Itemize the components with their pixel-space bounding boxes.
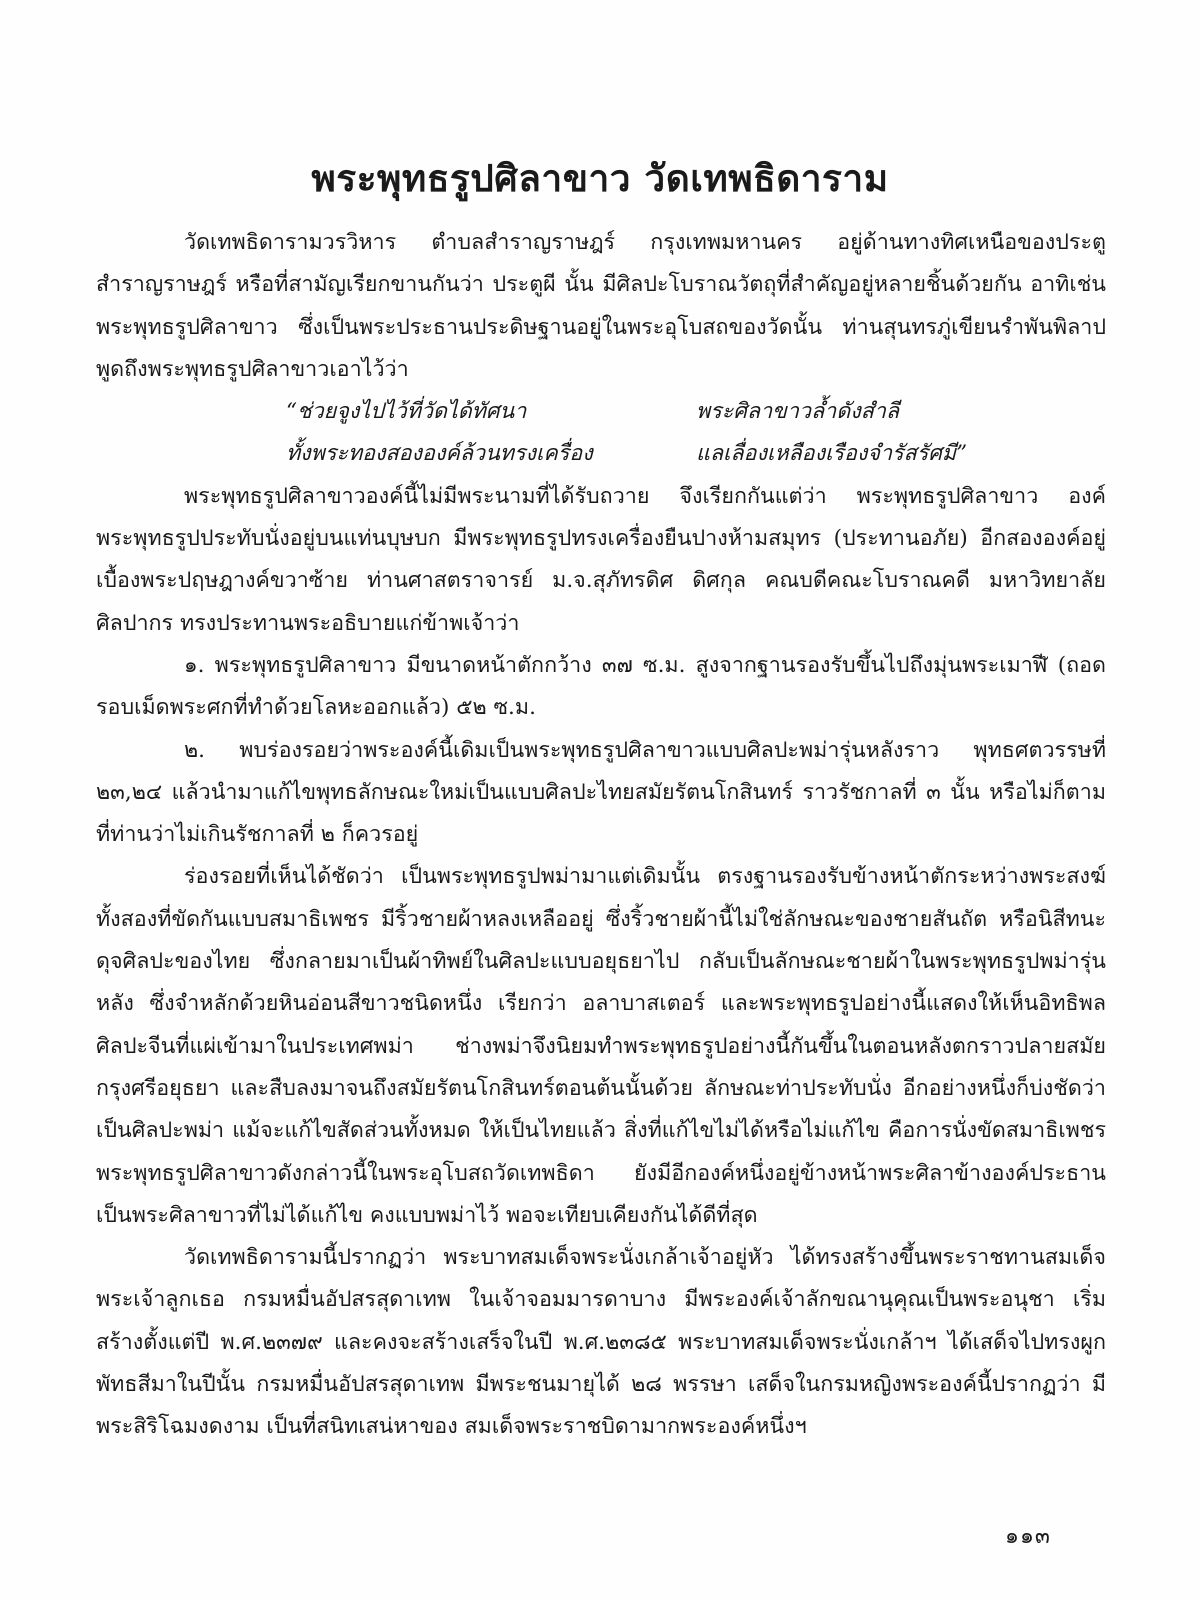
document-body xyxy=(96,222,1106,1449)
paragraph-3: ๑. พระพุทธรูปศิลาขาว มีขนาดหน้าตักกว้าง ๓๗ ซ.ม. สูงจากฐานรองรับขึ้นไปถึงมุ่นพระเมาฬี (ถอดรอบเม็ดพระศกที่ทำด้วยโลหะออกแล้ว) ๕๒ ซ.ม. xyxy=(96,652,1106,721)
paragraph-2: พระพุทธรูปศิลาขาวองค์นี้ไม่มีพระนามที่ได้รับถวาย จึงเรียกกันแต่ว่า พระพุทธรูปศิลาขาว องค์พระพุทธรูปประทับนั่งอยู่บนแท่นบุษบก มีพระพุทธรูปทรงเครื่องยืนปางห้ามสมุทร (ประทานอภัย) อีกสององค์อยู่เบื้องพระปฤษฎางค์ขวาซ้าย ท่านศาสตราจารย์ ม.จ.สุภัทรดิศ ดิศกุล คณบดีคณะโบราณคดี มหาวิทยาลัยศิลปากร ทรงประทานพระอธิบายแก่ข้าพเจ้าว่า xyxy=(96,483,1106,636)
paragraph-6: วัดเทพธิดารามนี้ปรากฏว่า พระบาทสมเด็จพระนั่งเกล้าเจ้าอยู่หัว ได้ทรงสร้างขึ้นพระราชทานสมเด็จพระเจ้าลูกเธอ กรมหมื่นอัปสรสุดาเทพ ในเจ้าจอมมารดาบาง มีพระองค์เจ้าลักขณานุคุณเป็นพระอนุชา เริ่มสร้างตั้งแต่ปี พ.ศ.๒๓๗๙ และคงจะสร้างเสร็จในปี พ.ศ.๒๓๘๕ พระบาทสมเด็จพระนั่งเกล้าฯ ได้เสด็จไปทรงผูกพัทธสีมาในปีนั้น กรมหมื่นอัปสรสุดาเทพ มีพระชนมายุได้ ๒๘ พรรษา เสด็จในกรมหญิงพระองค์นี้ปรากฏว่า มีพระสิริโฉมงดงาม เป็นที่สนิทเสน่หาของ สมเด็จพระราชบิดามากพระองค์หนึ่งฯ xyxy=(96,1245,1106,1440)
paragraph-1: วัดเทพธิดารามวรวิหาร ตำบลสำราญราษฎร์ กรุงเทพมหานคร อยู่ด้านทางทิศเหนือของประตูสำราญราษฎร์ หรือที่สามัญเรียกขานกันว่า ประตูผี นั้น มีศิลปะโบราณวัตถุที่สำคัญอยู่หลายชิ้นด้วยกัน อาทิเช่น พระพุทธรูปศิลาขาว ซึ่งเป็นพระประธานประดิษฐานอยู่ในพระอุโบสถของวัดนั้น ท่านสุนทรภู่เขียนรำพันพิลาปพูดถึงพระพุทธรูปศิลาขาวเอาไว้ว่า xyxy=(96,230,1106,382)
paragraph-4: ๒. พบร่องรอยว่าพระองค์นี้เดิมเป็นพระพุทธรูปศิลาขาวแบบศิลปะพม่ารุ่นหลังราว พุทธศตวรรษที่ ๒๓,๒๔ แล้วนำมาแก้ไขพุทธลักษณะใหม่เป็นแบบศิลปะไทยสมัยรัตนโกสินทร์ ราวรัชกาลที่ ๓ นั้น หรือไม่ก็ตาม ที่ท่านว่าไม่เกินรัชกาลที่ ๒ ก็ควรอยู่ xyxy=(96,737,1106,848)
verse-line-1 xyxy=(96,391,1106,433)
verse-line-1-first-half: “ช่วยจูงไปไว้ที่วัดได้ทัศนา xyxy=(286,399,527,425)
verse-line-1-second-half: พระศิลาขาวล้ำดังสำลี xyxy=(696,399,900,425)
verse-line-2-first-half: ทั้งพระทองสององค์ล้วนทรงเครื่อง xyxy=(286,441,593,467)
paragraph-5: ร่องรอยที่เห็นได้ชัดว่า เป็นพระพุทธรูปพม่ามาแต่เดิมนั้น ตรงฐานรองรับข้างหน้าตักระหว่างพระสงฆ์ทั้งสองที่ขัดกันแบบสมาธิเพชร มีริ้วชายผ้าหลงเหลืออยู่ ซึ่งริ้วชายผ้านี้ไม่ใช่ลักษณะของชายสันถัต หรือนิสีทนะ ดุจศิลปะของไทย ซึ่งกลายมาเป็นผ้าทิพย์ในศิลปะแบบอยุธยาไป กลับเป็นลักษณะชายผ้าในพระพุทธรูปพม่ารุ่นหลัง ซึ่งจำหลักด้วยหินอ่อนสีขาวชนิดหนึ่ง เรียกว่า อลาบาสเตอร์ และพระพุทธรูปอย่างนี้แสดงให้เห็นอิทธิพลศิลปะจีนที่แผ่เข้ามาในประเทศพม่า ช่างพม่าจึงนิยมทำพระพุทธรูปอย่างนี้กันขึ้นในตอนหลังตกราวปลายสมัยกรุงศรีอยุธยา และสืบลงมาจนถึงสมัยรัตนโกสินทร์ตอนต้นนั้นด้วย ลักษณะท่าประทับนั่ง อีกอย่างหนึ่งก็บ่งชัดว่าเป็นศิลปะพม่า แม้จะแก้ไขสัดส่วนทั้งหมด ให้เป็นไทยแล้ว สิ่งที่แก้ไขไม่ได้หรือไม่แก้ไข คือการนั่งขัดสมาธิเพชร พระพุทธรูปศิลาขาวดังกล่าวนี้ในพระอุโบสถวัดเทพธิดา ยังมีอีกองค์หนึ่งอยู่ข้างหน้าพระศิลาข้างองค์ประธาน เป็นพระศิลาขาวที่ไม่ได้แก้ไข คงแบบพม่าไว้ พอจะเทียบเคียงกันได้ดีที่สุด xyxy=(96,864,1106,1228)
verse-line-2-second-half: แลเลื่องเหลืองเรืองจำรัสรัศมี” xyxy=(696,441,968,467)
verse-line-2 xyxy=(96,433,1106,475)
page-number: ๑๑๓ xyxy=(1005,1524,1051,1549)
document-title: พระพุทธรูปศิลาขาว วัดเทพธิดาราม xyxy=(311,156,889,200)
